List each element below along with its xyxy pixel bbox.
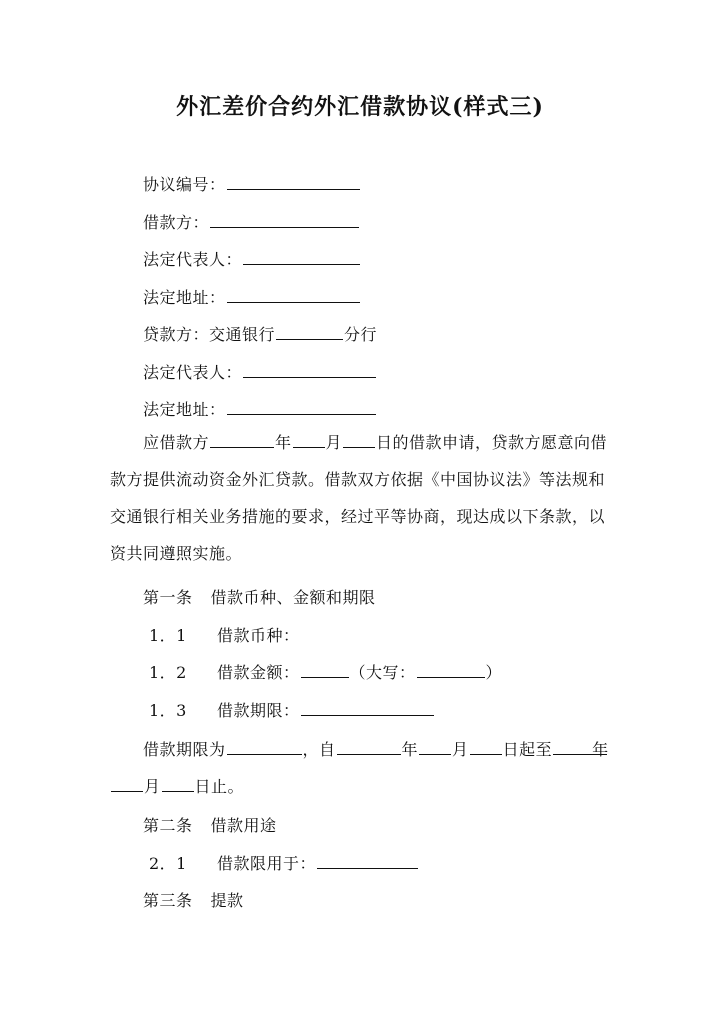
field-label: 协议编号： — [143, 175, 226, 194]
article-number: 第二条 — [143, 816, 193, 835]
field-address-1 — [143, 285, 361, 308]
blank-line — [227, 739, 302, 755]
text-fragment: 年 — [401, 740, 419, 759]
blank-line — [243, 362, 376, 378]
field-label: 法定地址： — [143, 400, 226, 419]
item-label: 借款限用于： — [217, 854, 317, 873]
blank-line — [227, 287, 360, 303]
field-agreement-no — [143, 172, 361, 195]
field-lender — [143, 322, 377, 345]
article-title: 提款 — [210, 891, 244, 910]
item-label: （大写： — [349, 663, 416, 682]
intro-paragraph — [110, 424, 620, 572]
item-number: 1．2 — [149, 663, 187, 682]
text-fragment: 年 — [275, 433, 292, 452]
blank-line — [243, 249, 360, 265]
article-1-item-3 — [143, 698, 435, 721]
item-label: ） — [485, 663, 503, 682]
field-label: 分行 — [344, 325, 378, 344]
article-number: 第一条 — [143, 588, 193, 607]
text-fragment: ，自 — [302, 740, 336, 759]
field-borrower — [143, 210, 360, 233]
item-number: 1．1 — [149, 626, 187, 645]
blank-line — [417, 662, 485, 678]
blank-line — [301, 700, 434, 716]
article-2-item-1 — [143, 851, 419, 874]
term-paragraph — [110, 731, 620, 805]
text-fragment: 月 — [144, 777, 161, 796]
text-fragment: 日的借款申请，贷款方愿意向借款方提供流动资金外汇贷款。借款双方依据《中国协议法》等法规和交通银行相关业务措施的要求，经过平等协商，现达成以下条款，以资共同遵照实施。 — [110, 433, 608, 563]
field-label: 法定地址： — [143, 288, 226, 307]
blank-line — [343, 432, 375, 448]
blank-line — [575, 739, 591, 755]
article-1-item-2 — [143, 660, 502, 683]
blank-line — [227, 399, 376, 415]
item-label: 借款金额： — [217, 663, 300, 682]
article-title: 借款币种、金额和期限 — [210, 588, 376, 607]
blank-line — [419, 739, 451, 755]
document-title: 外汇差价合约外汇借款协议(样式三) — [176, 94, 544, 120]
item-number: 1．3 — [149, 701, 187, 720]
item-label: 借款币种： — [217, 626, 300, 645]
field-label: 借款方： — [143, 213, 210, 232]
text-fragment: 日起至 — [502, 740, 553, 759]
item-number: 2．1 — [149, 854, 187, 873]
blank-line — [111, 776, 143, 792]
field-label: 贷款方：交通银行 — [143, 325, 276, 344]
text-fragment: 月 — [452, 740, 469, 759]
field-address-2 — [143, 397, 377, 420]
blank-line — [276, 324, 343, 340]
field-label: 法定代表人： — [143, 363, 243, 382]
text-fragment: 借款期限为 — [143, 740, 226, 759]
article-title: 借款用途 — [210, 816, 277, 835]
field-legal-rep-2 — [143, 360, 377, 383]
blank-line — [301, 662, 349, 678]
text-fragment: 应借款方 — [143, 433, 210, 452]
item-label: 借款期限： — [217, 701, 300, 720]
blank-line — [470, 739, 502, 755]
text-fragment: 日止。 — [194, 777, 245, 796]
blank-line — [337, 739, 401, 755]
article-3-heading — [143, 888, 244, 911]
field-legal-rep-1 — [143, 247, 361, 270]
blank-line — [162, 776, 194, 792]
field-label: 法定代表人： — [143, 250, 243, 269]
article-number: 第三条 — [143, 891, 193, 910]
blank-line — [227, 174, 360, 190]
blank-line — [317, 853, 418, 869]
article-1-heading — [143, 585, 376, 608]
text-fragment: 月 — [325, 433, 343, 452]
blank-line — [210, 432, 274, 448]
article-2-heading — [143, 813, 277, 836]
text-fragment: 年 — [592, 740, 609, 759]
blank-line — [293, 432, 325, 448]
blank-line — [210, 212, 359, 228]
article-1-item-1 — [143, 623, 300, 646]
